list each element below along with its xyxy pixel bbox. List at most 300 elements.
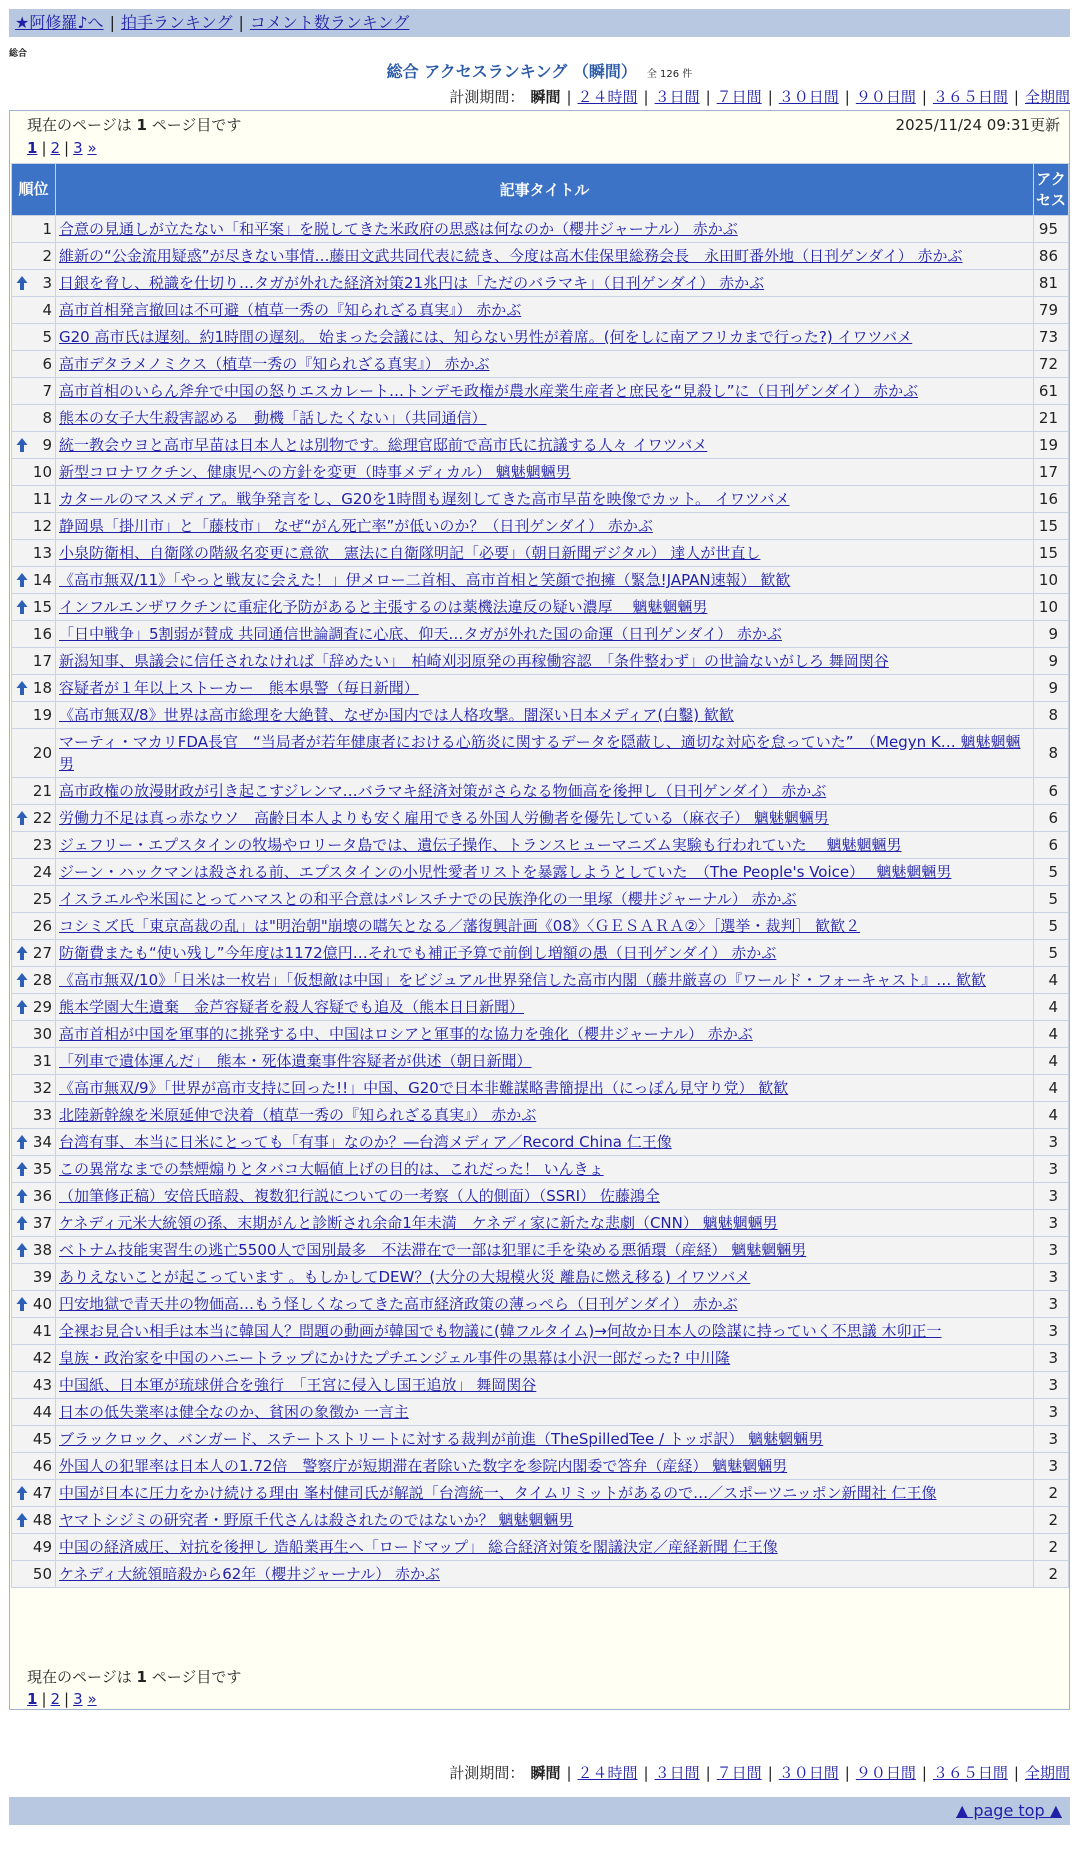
page-title bbox=[0, 61, 1079, 86]
rank-cell bbox=[12, 1102, 56, 1129]
title-cell bbox=[56, 940, 1034, 967]
rank-cell bbox=[12, 994, 56, 1021]
table-row bbox=[12, 1426, 1069, 1453]
period-selector-bottom: 計測期間： 瞬間 | ２４時間 | ３日間 | ７日間 | ３０日間 | ９０日間 | ３６５日間 | 全期間 bbox=[449, 1764, 1070, 1782]
table-row bbox=[12, 1102, 1069, 1129]
period-90d[interactable]: ９０日間 bbox=[855, 88, 916, 106]
rank-number: 36 bbox=[32, 1187, 52, 1205]
rank-up-arrow-icon bbox=[16, 680, 28, 696]
rank-cell bbox=[12, 1561, 56, 1588]
table-row bbox=[12, 1507, 1069, 1534]
rank-up-arrow-icon bbox=[16, 437, 28, 453]
article-link[interactable]: 外国人の犯罪率は日本人の1.72倍 警察庁が短期滞在者除いた数字を参院内閣委で答弁（産経） 魑魅魍魎男 bbox=[59, 1457, 788, 1475]
rank-up-arrow-icon bbox=[16, 945, 28, 961]
page-info-top: 現在のページは 1 ページ目です bbox=[27, 116, 242, 134]
table-row bbox=[12, 432, 1069, 459]
rank-number: 38 bbox=[32, 1241, 52, 1259]
article-link[interactable]: 熊本の女子大生殺害認める 動機「話したくない」（共同通信） bbox=[59, 409, 487, 427]
title-cell bbox=[56, 1075, 1034, 1102]
article-link[interactable]: 中国が日本に圧力をかけ続ける理由 峯村健司氏が解説「台湾統一、タイムリミットがあるので…／スポーツニッポン新聞社 仁王像 bbox=[59, 1484, 937, 1502]
table-row bbox=[12, 702, 1069, 729]
article-link[interactable]: 皇族・政治家を中国のハニートラップにかけたプチエンジェル事件の黒幕は小沢一郎だった? 中川隆 bbox=[59, 1349, 731, 1367]
access-count: 3 bbox=[1034, 1318, 1069, 1345]
rank-number: 29 bbox=[32, 998, 52, 1016]
rank-cell bbox=[12, 351, 56, 378]
rank-number: 21 bbox=[32, 782, 52, 800]
rank-cell bbox=[12, 805, 56, 832]
access-count: 61 bbox=[1034, 378, 1069, 405]
article-link[interactable]: 熊本学園大生遺棄 金芦容疑者を殺人容疑でも追及（熊本日日新聞） bbox=[59, 998, 525, 1016]
access-count: 2 bbox=[1034, 1561, 1069, 1588]
article-link[interactable]: ジーン・ハックマンは殺される前、エプスタインの小児性愛者リストを暴露しようとしていた （The People's Voice） 魑魅魍魎男 bbox=[59, 863, 952, 881]
pager-current[interactable]: 1 bbox=[27, 139, 38, 157]
table-row bbox=[12, 567, 1069, 594]
table-row bbox=[12, 1345, 1069, 1372]
rank-number: 8 bbox=[42, 409, 52, 427]
rank-number: 33 bbox=[32, 1106, 52, 1124]
article-link[interactable]: この異常なまでの禁煙煽りとタバコ大幅値上げの目的は、これだった！ いんきょ bbox=[59, 1160, 604, 1178]
rank-number: 27 bbox=[32, 944, 52, 962]
page-top-link[interactable]: ▲ page top ▲ bbox=[955, 1801, 1062, 1820]
title-cell bbox=[56, 1480, 1034, 1507]
title-cell bbox=[56, 1399, 1034, 1426]
pager-current[interactable]: 1 bbox=[27, 1690, 38, 1708]
article-link[interactable]: 中国紙、日本軍が琉球併合を強行 「王宮に侵入し国王追放」 舞岡関谷 bbox=[59, 1376, 537, 1394]
article-link[interactable]: マーティ・マカリFDA長官 “当局者が若年健康者における心筋炎に関するデータを隠蔽し、適切な対応を怠っていた” （Megyn K… 魑魅魍魎男 bbox=[59, 733, 1021, 773]
title-cell bbox=[56, 1426, 1034, 1453]
rank-cell bbox=[12, 1291, 56, 1318]
rank-number: 20 bbox=[32, 744, 52, 762]
access-count: 9 bbox=[1034, 648, 1069, 675]
rank-number: 30 bbox=[32, 1025, 52, 1043]
article-link[interactable]: ジェフリー・エプスタインの牧場やロリータ島では、遺伝子操作、トランスヒューマニズム実験も行われていた 魑魅魍魎男 bbox=[59, 836, 902, 854]
access-count: 5 bbox=[1034, 886, 1069, 913]
table-row bbox=[12, 1291, 1069, 1318]
ranking-table bbox=[11, 163, 1069, 1588]
access-count: 3 bbox=[1034, 1426, 1069, 1453]
table-row bbox=[12, 351, 1069, 378]
rank-number: 25 bbox=[32, 890, 52, 908]
ranking-rows bbox=[12, 216, 1069, 1588]
table-row bbox=[12, 1480, 1069, 1507]
rank-number: 47 bbox=[32, 1484, 52, 1502]
title-cell bbox=[56, 243, 1034, 270]
period-24h[interactable]: ２４時間 bbox=[577, 1764, 638, 1782]
clap-ranking-link[interactable]: 拍手ランキング bbox=[120, 13, 233, 32]
table-row bbox=[12, 243, 1069, 270]
rank-cell bbox=[12, 675, 56, 702]
period-current: 瞬間 bbox=[530, 88, 561, 106]
article-link[interactable]: 防衛費またも“使い残し”今年度は1172億円…それでも補正予算で前倒し増額の愚（日刊ゲンダイ） 赤かぶ bbox=[59, 944, 777, 962]
table-row bbox=[12, 1561, 1069, 1588]
title-cell bbox=[56, 967, 1034, 994]
title-cell bbox=[56, 805, 1034, 832]
rank-cell bbox=[12, 1075, 56, 1102]
column-header-rank: 順位 bbox=[12, 164, 56, 216]
access-count: 3 bbox=[1034, 1210, 1069, 1237]
article-link[interactable]: 円安地獄で青天井の物価高…もう怪しくなってきた高市経済政策の薄っぺら（日刊ゲンダイ） 赤かぶ bbox=[59, 1295, 738, 1313]
title-cell bbox=[56, 270, 1034, 297]
article-link[interactable]: 高市首相が中国を軍事的に挑発する中、中国はロシアと軍事的な協力を強化（櫻井ジャーナル） 赤かぶ bbox=[59, 1025, 753, 1043]
rank-cell bbox=[12, 459, 56, 486]
rank-cell bbox=[12, 648, 56, 675]
article-link[interactable]: 日本の低失業率は健全なのか、貧困の象徴か 一言主 bbox=[59, 1403, 409, 1421]
article-link[interactable]: 《高市無双/8》世界は高市総理を大絶賛、なぜか国内では人格攻撃。闇深い日本メディア(白鑿) 歓歓 bbox=[59, 706, 734, 724]
article-link[interactable]: 労働力不足は真っ赤なウソ 高齢日本人よりも安く雇用できる外国人労働者を優先している（麻衣子） 魑魅魍魎男 bbox=[59, 809, 829, 827]
rank-number: 2 bbox=[42, 247, 52, 265]
article-link[interactable]: 新型コロナワクチン、健康児への方針を変更（時事メディカル） 魑魅魍魎男 bbox=[59, 463, 571, 481]
rank-cell bbox=[12, 297, 56, 324]
article-link[interactable]: （加筆修正稿）安倍氏暗殺、複数犯行説についての一考察（人的側面）（SSRI） 佐藤鴻全 bbox=[59, 1187, 660, 1205]
rank-number: 6 bbox=[42, 355, 52, 373]
title-cell bbox=[56, 351, 1034, 378]
access-count: 6 bbox=[1034, 778, 1069, 805]
article-link[interactable]: 高市首相発言撤回は不可避（植草一秀の『知られざる真実』） 赤かぶ bbox=[59, 301, 522, 319]
title-cell bbox=[56, 1453, 1034, 1480]
title-cell bbox=[56, 1345, 1034, 1372]
access-count: 3 bbox=[1034, 1399, 1069, 1426]
rank-number: 41 bbox=[32, 1322, 52, 1340]
title-cell bbox=[56, 675, 1034, 702]
article-link[interactable]: 台湾有事、本当に日米にとっても「有事」なのか？―台湾メディア／Record China 仁王像 bbox=[59, 1133, 672, 1151]
rank-cell bbox=[12, 324, 56, 351]
rank-number: 23 bbox=[32, 836, 52, 854]
article-link[interactable]: ブラックロック、バンガード、ステートストリートに対する裁判が前進（TheSpilledTee / トッポ訳） 魑魅魍魎男 bbox=[59, 1430, 824, 1448]
period-3d[interactable]: ３日間 bbox=[654, 88, 700, 106]
table-row bbox=[12, 405, 1069, 432]
title-cell bbox=[56, 459, 1034, 486]
rank-cell bbox=[12, 540, 56, 567]
period-selector-top: 計測期間： 瞬間 | ２４時間 | ３日間 | ７日間 | ３０日間 | ９０日間 | ３６５日間 | 全期間 bbox=[449, 88, 1070, 106]
article-link[interactable]: 容疑者が１年以上ストーカー 熊本県警（毎日新聞） bbox=[59, 679, 419, 697]
article-link[interactable]: ケネディ大統領暗殺から62年（櫻井ジャーナル） 赤かぶ bbox=[59, 1565, 441, 1583]
article-link[interactable]: 高市政権の放漫財政が引き起こすジレンマ…バラマキ経済対策がさらなる物価高を後押し（日刊ゲンダイ） 赤かぶ bbox=[59, 782, 827, 800]
table-row bbox=[12, 859, 1069, 886]
article-link[interactable]: 高市デタラメノミクス（植草一秀の『知られざる真実』） 赤かぶ bbox=[59, 355, 490, 373]
period-all[interactable]: 全期間 bbox=[1024, 88, 1070, 106]
rank-cell bbox=[12, 1345, 56, 1372]
period-3d[interactable]: ３日間 bbox=[654, 1764, 700, 1782]
article-link[interactable]: 維新の“公金流用疑惑”が尽きない事情…藤田文武共同代表に続き、今度は高木佳保里総務会長 永田町番外地（日刊ゲンダイ） 赤かぶ bbox=[59, 247, 963, 265]
rank-number: 5 bbox=[42, 328, 52, 346]
rank-cell bbox=[12, 486, 56, 513]
rank-number: 16 bbox=[32, 625, 52, 643]
comment-ranking-link[interactable]: コメント数ランキング bbox=[249, 13, 410, 32]
nav-separator: | bbox=[109, 13, 115, 32]
rank-up-arrow-icon bbox=[16, 1134, 28, 1150]
table-row bbox=[12, 1372, 1069, 1399]
table-row bbox=[12, 324, 1069, 351]
access-count: 3 bbox=[1034, 1264, 1069, 1291]
table-row bbox=[12, 1210, 1069, 1237]
title-cell bbox=[56, 1534, 1034, 1561]
access-count: 79 bbox=[1034, 297, 1069, 324]
period-30d[interactable]: ３０日間 bbox=[778, 1764, 839, 1782]
rank-cell bbox=[12, 1021, 56, 1048]
title-cell bbox=[56, 216, 1034, 243]
rank-up-arrow-icon bbox=[16, 1188, 28, 1204]
column-header-title: 記事タイトル bbox=[56, 164, 1034, 216]
rank-cell bbox=[12, 216, 56, 243]
article-link[interactable]: G20 高市氏は遅刻。約1時間の遅刻。 始まった会議には、知らない男性が着席。(何をしに南アフリカまで行った?) イワツバメ bbox=[59, 328, 913, 346]
rank-cell bbox=[12, 567, 56, 594]
rank-cell bbox=[12, 832, 56, 859]
article-link[interactable]: ヤマトシジミの研究者・野原千代さんは殺されたのではないか？ 魑魅魍魎男 bbox=[59, 1511, 574, 1529]
rank-cell bbox=[12, 270, 56, 297]
access-count: 4 bbox=[1034, 967, 1069, 994]
title-cell bbox=[56, 648, 1034, 675]
article-link[interactable]: ケネディ元米大統領の孫、末期がんと診断され余命1年未満 ケネディ家に新たな悲劇（CNN） 魑魅魍魎男 bbox=[59, 1214, 778, 1232]
title-cell bbox=[56, 324, 1034, 351]
pager-page-3[interactable]: 3 bbox=[73, 1690, 83, 1708]
access-count: 73 bbox=[1034, 324, 1069, 351]
title-cell bbox=[56, 913, 1034, 940]
access-count: 2 bbox=[1034, 1480, 1069, 1507]
table-row bbox=[12, 648, 1069, 675]
table-row bbox=[12, 1264, 1069, 1291]
article-link[interactable]: 《高市無双/10》「日米は一枚岩」「仮想敵は中国」をビジュアル世界発信した高市内閣（藤井厳喜の『ワールド・フォーキャスト』… 歓歓 bbox=[59, 971, 986, 989]
access-count: 15 bbox=[1034, 540, 1069, 567]
rank-up-arrow-icon bbox=[16, 572, 28, 588]
title-cell bbox=[56, 1156, 1034, 1183]
table-row bbox=[12, 832, 1069, 859]
rank-number: 34 bbox=[32, 1133, 52, 1151]
article-link[interactable]: ベトナム技能実習生の逃亡5500人で国別最多 不法滞在で一部は犯罪に手を染める悪循環（産経） 魑魅魍魎男 bbox=[59, 1241, 807, 1259]
access-count: 3 bbox=[1034, 1291, 1069, 1318]
access-count: 4 bbox=[1034, 994, 1069, 1021]
access-count: 19 bbox=[1034, 432, 1069, 459]
pager-next[interactable]: » bbox=[87, 139, 97, 157]
title-cell bbox=[56, 994, 1034, 1021]
rank-cell bbox=[12, 513, 56, 540]
article-link[interactable]: 高市首相のいらん斧弁で中国の怒りエスカレート…トンデモ政権が農水産業生産者と庶民を“見殺し”に（日刊ゲンダイ） 赤かぶ bbox=[59, 382, 919, 400]
table-row bbox=[12, 675, 1069, 702]
access-count: 3 bbox=[1034, 1453, 1069, 1480]
article-link[interactable]: ありえないことが起こっています 。もしかしてDEW？(大分の大規模火災 離島に燃え移る) イワツバメ bbox=[59, 1268, 751, 1286]
access-count: 5 bbox=[1034, 913, 1069, 940]
table-row bbox=[12, 805, 1069, 832]
rank-number: 32 bbox=[32, 1079, 52, 1097]
title-cell bbox=[56, 1129, 1034, 1156]
pager-top: 1 | 2 | 3 » bbox=[27, 139, 97, 157]
table-row bbox=[12, 1318, 1069, 1345]
rank-number: 24 bbox=[32, 863, 52, 881]
access-count: 2 bbox=[1034, 1507, 1069, 1534]
table-row bbox=[12, 621, 1069, 648]
period-365d[interactable]: ３６５日間 bbox=[932, 1764, 1008, 1782]
article-link[interactable]: コシミズ氏「東京高裁の乱」は"明治朝"崩壊の嚆矢となる／藩復興計画《08》〈ＧＥＳＡＲＡ②〉［選挙・裁判］ 歓歓２ bbox=[59, 917, 861, 935]
rank-number: 17 bbox=[32, 652, 52, 670]
period-365d[interactable]: ３６５日間 bbox=[932, 88, 1008, 106]
table-row bbox=[12, 297, 1069, 324]
rank-up-arrow-icon bbox=[16, 1161, 28, 1177]
rank-number: 12 bbox=[32, 517, 52, 535]
rank-number: 48 bbox=[32, 1511, 52, 1529]
access-count: 3 bbox=[1034, 1129, 1069, 1156]
article-link[interactable]: 中国の経済威圧、対抗を後押し 造船業再生へ「ロードマップ」 総合経済対策を閣議決定／産経新聞 仁王像 bbox=[59, 1538, 778, 1556]
rank-number: 7 bbox=[42, 382, 52, 400]
access-count: 3 bbox=[1034, 1345, 1069, 1372]
rank-cell bbox=[12, 378, 56, 405]
title-cell bbox=[56, 486, 1034, 513]
access-count: 16 bbox=[1034, 486, 1069, 513]
table-row bbox=[12, 1021, 1069, 1048]
rank-number: 46 bbox=[32, 1457, 52, 1475]
rank-number: 43 bbox=[32, 1376, 52, 1394]
article-link[interactable]: 《高市無双/9》「世界が高市支持に回った!!」中国、G20で日本非難謀略書簡提出（にっぽん見守り党） 歓歓 bbox=[59, 1079, 789, 1097]
period-24h[interactable]: ２４時間 bbox=[577, 88, 638, 106]
article-link[interactable]: 日銀を脅し、税識を仕切り…タガが外れた経済対策21兆円は「ただのバラマキ」（日刊ゲンダイ） 赤かぶ bbox=[59, 274, 765, 292]
rank-number: 10 bbox=[32, 463, 52, 481]
rank-number: 31 bbox=[32, 1052, 52, 1070]
article-link[interactable]: 静岡県「掛川市」と「藤枝市」 なぜ“がん死亡率”が低いのか？（日刊ゲンダイ） 赤かぶ bbox=[59, 517, 653, 535]
table-row bbox=[12, 1129, 1069, 1156]
rank-up-arrow-icon bbox=[16, 1242, 28, 1258]
rank-number: 49 bbox=[32, 1538, 52, 1556]
pager-bottom: 1 | 2 | 3 » bbox=[27, 1690, 97, 1708]
article-link[interactable]: 「日中戦争」5割弱が賛成 共同通信世論調査に心底、仰天…タガが外れた国の命運（日刊ゲンダイ） 赤かぶ bbox=[59, 625, 782, 643]
rank-number: 18 bbox=[32, 679, 52, 697]
pager-next[interactable]: » bbox=[87, 1690, 97, 1708]
access-count: 8 bbox=[1034, 702, 1069, 729]
article-link[interactable]: インフルエンザワクチンに重症化予防があると主張するのは薬機法違反の疑い濃厚 魑魅魍魎男 bbox=[59, 598, 708, 616]
access-count: 3 bbox=[1034, 1237, 1069, 1264]
title-cell bbox=[56, 729, 1034, 778]
period-90d[interactable]: ９０日間 bbox=[855, 1764, 916, 1782]
rank-number: 22 bbox=[32, 809, 52, 827]
rank-number: 4 bbox=[42, 301, 52, 319]
access-count: 8 bbox=[1034, 729, 1069, 778]
access-count: 2 bbox=[1034, 1534, 1069, 1561]
rank-cell bbox=[12, 913, 56, 940]
period-7d[interactable]: ７日間 bbox=[716, 1764, 762, 1782]
rank-number: 11 bbox=[32, 490, 52, 508]
access-count: 3 bbox=[1034, 1183, 1069, 1210]
table-row bbox=[12, 378, 1069, 405]
title-cell bbox=[56, 540, 1034, 567]
rank-up-arrow-icon bbox=[16, 1485, 28, 1501]
pager-page-3[interactable]: 3 bbox=[73, 139, 83, 157]
table-row bbox=[12, 1075, 1069, 1102]
table-row bbox=[12, 270, 1069, 297]
rank-number: 9 bbox=[42, 436, 52, 454]
access-count: 72 bbox=[1034, 351, 1069, 378]
access-count: 4 bbox=[1034, 1102, 1069, 1129]
rank-number: 40 bbox=[32, 1295, 52, 1313]
access-count: 5 bbox=[1034, 940, 1069, 967]
title-cell bbox=[56, 1102, 1034, 1129]
title-cell bbox=[56, 513, 1034, 540]
article-link[interactable]: 統一教会ウヨと高市早苗は日本人とは別物です。総理官邸前で高市氏に抗議する人々 イワツバメ bbox=[59, 436, 708, 454]
table-row bbox=[12, 1453, 1069, 1480]
rank-cell bbox=[12, 1534, 56, 1561]
rank-number: 37 bbox=[32, 1214, 52, 1232]
table-row bbox=[12, 886, 1069, 913]
title-cell bbox=[56, 702, 1034, 729]
table-row bbox=[12, 729, 1069, 778]
article-link[interactable]: 《高市無双/11》「やっと戦友に会えた！」伊メロー二首相、高市首相と笑顔で抱擁（緊急!JAPAN速報） 歓歓 bbox=[59, 571, 791, 589]
title-cell bbox=[56, 1048, 1034, 1075]
access-count: 3 bbox=[1034, 1156, 1069, 1183]
access-count: 15 bbox=[1034, 513, 1069, 540]
rank-number: 19 bbox=[32, 706, 52, 724]
table-row bbox=[12, 778, 1069, 805]
rank-cell bbox=[12, 729, 56, 778]
rank-number: 45 bbox=[32, 1430, 52, 1448]
access-count: 5 bbox=[1034, 859, 1069, 886]
table-row bbox=[12, 486, 1069, 513]
period-30d[interactable]: ３０日間 bbox=[778, 88, 839, 106]
table-header-row bbox=[12, 164, 1069, 216]
nav-separator: | bbox=[238, 13, 244, 32]
title-cell bbox=[56, 1183, 1034, 1210]
title-cell bbox=[56, 567, 1034, 594]
access-count: 81 bbox=[1034, 270, 1069, 297]
table-row bbox=[12, 540, 1069, 567]
title-cell bbox=[56, 1210, 1034, 1237]
article-link[interactable]: カタールのマスメディア。戦争発言をし、G20を1時間も遅刻してきた高市早苗を映像でカット。 イワツバメ bbox=[59, 490, 790, 508]
rank-number: 39 bbox=[32, 1268, 52, 1286]
pager-page-2[interactable]: 2 bbox=[50, 1690, 61, 1708]
rank-cell bbox=[12, 243, 56, 270]
table-row bbox=[12, 940, 1069, 967]
rank-cell bbox=[12, 1453, 56, 1480]
article-link[interactable]: イスラエルや米国にとってハマスとの和平合意はパレスチナでの民族浄化の一里塚（櫻井ジャーナル） 赤かぶ bbox=[59, 890, 797, 908]
period-label: 計測期間： bbox=[449, 1764, 525, 1782]
rank-cell bbox=[12, 778, 56, 805]
access-count: 4 bbox=[1034, 1075, 1069, 1102]
article-link[interactable]: 全裸お見合い相手は本当に韓国人？問題の動画が韓国でも物議に(韓フルタイム)→何故か日本人の陰謀に持っていく不思議 木卯正一 bbox=[59, 1322, 942, 1340]
article-link[interactable]: 合意の見通しが立たない「和平案」を脱してきた米政府の思惑は何なのか（櫻井ジャーナル） 赤かぶ bbox=[59, 220, 738, 238]
rank-cell bbox=[12, 621, 56, 648]
rank-cell bbox=[12, 1480, 56, 1507]
access-count: 17 bbox=[1034, 459, 1069, 486]
title-cell bbox=[56, 297, 1034, 324]
rank-cell bbox=[12, 886, 56, 913]
rank-cell bbox=[12, 1048, 56, 1075]
rank-cell bbox=[12, 594, 56, 621]
rank-cell bbox=[12, 405, 56, 432]
title-cell bbox=[56, 886, 1034, 913]
ranking-title: 総合 アクセスランキング （瞬間） bbox=[386, 62, 637, 81]
rank-cell bbox=[12, 432, 56, 459]
period-all[interactable]: 全期間 bbox=[1024, 1764, 1070, 1782]
title-cell bbox=[56, 594, 1034, 621]
table-row bbox=[12, 459, 1069, 486]
access-count: 9 bbox=[1034, 675, 1069, 702]
title-cell bbox=[56, 1507, 1034, 1534]
article-link[interactable]: 小泉防衛相、自衛隊の階級名変更に意欲 憲法に自衛隊明記「必要」（朝日新聞デジタル） 達人が世直し bbox=[59, 544, 761, 562]
article-link[interactable]: 北陸新幹線を米原延伸で決着（植草一秀の『知られざる真実』） 赤かぶ bbox=[59, 1106, 537, 1124]
period-7d[interactable]: ７日間 bbox=[716, 88, 762, 106]
rank-number: 35 bbox=[32, 1160, 52, 1178]
article-link[interactable]: 「列車で遺体運んだ」 熊本・死体遺棄事件容疑者が供述（朝日新聞） bbox=[59, 1052, 532, 1070]
rank-cell bbox=[12, 1372, 56, 1399]
rank-number: 26 bbox=[32, 917, 52, 935]
access-count: 21 bbox=[1034, 405, 1069, 432]
rank-up-arrow-icon bbox=[16, 999, 28, 1015]
rank-up-arrow-icon bbox=[16, 810, 28, 826]
table-row bbox=[12, 1399, 1069, 1426]
table-row bbox=[12, 1237, 1069, 1264]
home-link[interactable]: ★阿修羅♪へ bbox=[15, 13, 104, 32]
rank-number: 3 bbox=[42, 274, 52, 292]
rank-number: 42 bbox=[32, 1349, 52, 1367]
rank-cell bbox=[12, 1183, 56, 1210]
article-link[interactable]: 新潟知事、県議会に信任されなければ「辞めたい」 柏崎刈羽原発の再稼働容認 「条件整わず」の世論ないがしろ 舞岡関谷 bbox=[59, 652, 889, 670]
page-info-bottom: 現在のページは 1 ページ目です bbox=[27, 1668, 242, 1686]
pager-page-2[interactable]: 2 bbox=[50, 139, 61, 157]
